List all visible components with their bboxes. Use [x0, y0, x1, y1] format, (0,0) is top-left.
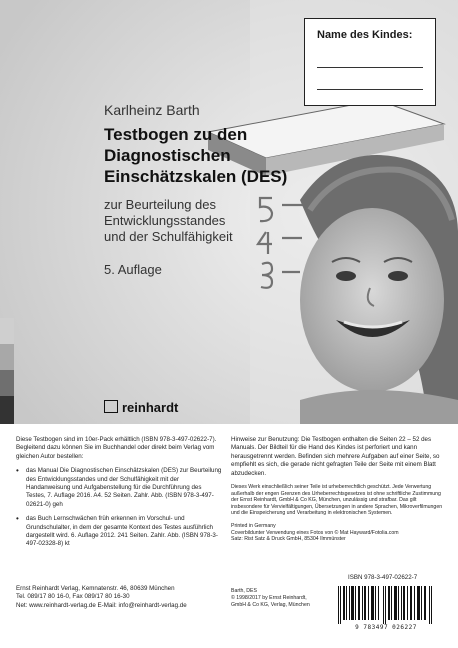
publisher-address: Ernst Reinhardt Verlag, Kemnatenstr. 46, 80639 München Tel. 089/17 80 16-0, Fax 089/17 80 16-30 Net: www.reinhardt-verlag.de E-Mail: info@reinhardt-verlag.de — [16, 585, 187, 609]
printed-note: Printed in Germany — [231, 523, 276, 529]
photo-credit: Coverbildunter Verwendung eines Fotos von © Mat Hayward/Fotolia.com — [231, 529, 399, 536]
name-line-2 — [317, 89, 423, 90]
intro-text: Diese Testbogen sind im 10er-Pack erhältlich (ISBN 978-3-497-02622-7). Begleitend dazu können Sie im Buchhandel oder direkt beim Verlag vom gleichen Autor bestellen: — [16, 436, 217, 460]
child-name-box[interactable] — [304, 18, 436, 106]
list-item: • das Buch Lernschwächen früh erkennen im Vorschul- und Grundschulalter, in dem der gesamte Kontext des Testes ausführlich dargestellt wird. 6. Auflage 2012. 241 Seiten. Zahlr. Abb. (ISBN 978-3-497-02328-8) kt — [16, 515, 222, 549]
publisher-mark-icon — [104, 400, 118, 413]
book-title: Testbogen zu den Diagnostischen Einschätzskalen (DES) — [104, 125, 288, 186]
usage-hint: Hinweise zur Benutzung: Die Testbogen enthalten die Seiten 22 – 52 des Manuals. Der Bildteil für die Hand des Kindes ist perforiert und kann herausgetrennt werden. Befinden sich mehrere Aufgaben auf einer Seite, so empfiehlt es sich, die gerade nicht gefragten Teile der Seite mit einem Blatt abzudecken. — [231, 436, 440, 477]
barcode — [336, 586, 436, 624]
name-line-1 — [317, 67, 423, 68]
side-stripes — [0, 318, 14, 424]
isbn: ISBN 978-3-497-02622-7 — [348, 574, 418, 581]
legal-notice: Dieses Werk einschließlich seiner Teile ist urheberrechtlich geschützt. Jede Verwertung außerhalb der engen Grenzen des Urheberrechtsgesetzes ist ohne schriftliche Zustimmung der Ernst Reinhardt, GmbH & Co KG, München, unzulässig und strafbar. Das gilt insbesondere für Vervielfältigungen, Übersetzungen in andere Sprachen, Mikroverfilmungen und die Einspeicherung und Verarbeitung in elektronischen Systemen. — [231, 484, 443, 517]
child-name-label: Name des Kindes: — [317, 29, 413, 41]
book-subtitle: zur Beurteilung des Entwicklungsstandes und der Schulfähigkeit — [104, 197, 233, 244]
barcode-number: 9 783497 026227 — [355, 624, 417, 631]
copyright-box: Barth, DES © 1998/2017 by Ernst Reinhardt, GmbH & Co KG, Verlag, München — [231, 588, 310, 608]
edition: 5. Auflage — [104, 262, 162, 277]
list-item: • das Manual Die Diagnostischen Einschätzskalen (DES) zur Beurteilung des Entwicklungsstandes und der Schulfähigkeit mit der Handanweisung und Aufgabenstellung für die Durchführung des Testes, 7. Auflage 2016. A4. 52 Seiten. Zahlr. Abb. (ISBN 978-3-497-02621-0) geh — [16, 467, 222, 509]
typesetting-credit: Satz: Rist Satz & Druck GmbH, 85304 Ilmmünster — [231, 536, 346, 543]
author-name: Karlheinz Barth — [104, 102, 200, 118]
left-info-column — [16, 436, 222, 555]
publisher-logo: reinhardt — [104, 400, 178, 415]
right-info-column — [231, 436, 443, 543]
